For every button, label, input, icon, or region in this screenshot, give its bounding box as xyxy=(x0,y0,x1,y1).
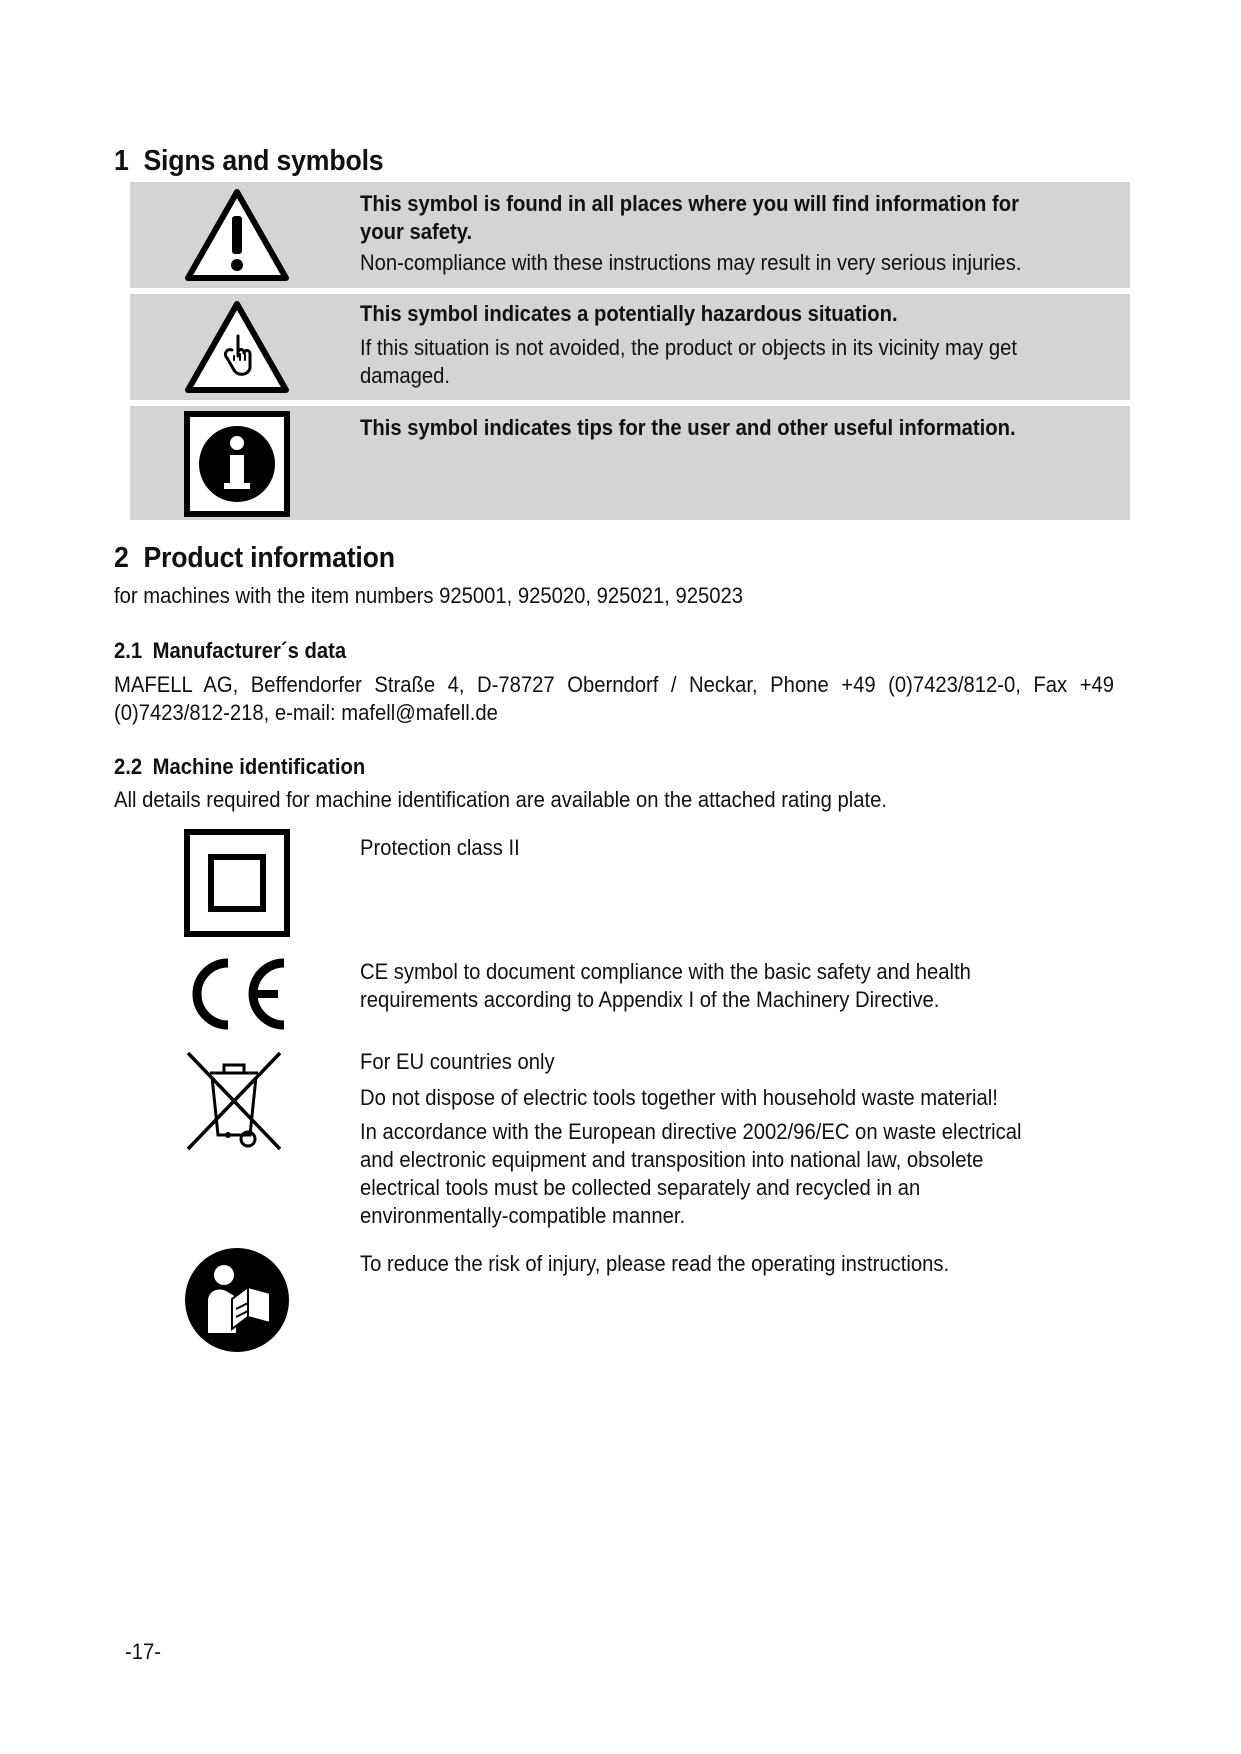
read-manual-text: To reduce the risk of injury, please read the operating instructions. xyxy=(360,1251,950,1276)
info-row-text xyxy=(360,414,1041,442)
section-2-heading xyxy=(114,542,395,575)
warning-exclamation-icon xyxy=(182,186,292,284)
hazard-row-bold: This symbol indicates a potentially hazardous situation. xyxy=(360,301,898,326)
section-1-number: 1 xyxy=(114,145,129,177)
product-intro: for machines with the item numbers 925001, 925020, 925021, 925023 xyxy=(114,583,743,608)
protection-class-text: Protection class II xyxy=(360,835,520,860)
subsection-2-2-title: Machine identification xyxy=(152,754,366,779)
safety-row-text xyxy=(360,190,1041,277)
weee-line-dispose: Do not dispose of electric tools together with household waste material! xyxy=(360,1085,998,1110)
machine-id-text: All details required for machine identification are available on the attached rating plate. xyxy=(114,787,887,812)
section-2-title: Product information xyxy=(143,542,395,574)
hazard-row-text xyxy=(360,300,1078,390)
info-row-bold: This symbol indicates tips for the user and other useful information. xyxy=(360,415,1016,440)
section-1-title: Signs and symbols xyxy=(143,145,384,177)
protection-class-ii-icon xyxy=(184,829,290,937)
warning-hand-icon xyxy=(182,298,292,396)
ce-text: CE symbol to document compliance with the basic safety and health requirements according to Appendix I of the Machinery Directive. xyxy=(360,959,971,1012)
subsection-2-1-heading xyxy=(114,638,346,664)
weee-line-directive: In accordance with the European directive 2002/96/EC on waste electrical and electronic equipment and transposition into national law, obsolete electrical tools must be collected separately and recycled in an environmentally-compatible manner. xyxy=(360,1119,1022,1228)
crossed-bin-icon xyxy=(184,1049,284,1153)
weee-line-eu: For EU countries only xyxy=(360,1049,555,1074)
subsection-2-1-number: 2.1 xyxy=(114,638,143,663)
weee-text xyxy=(360,1048,1059,1230)
info-icon xyxy=(184,411,290,517)
read-manual-icon xyxy=(184,1247,290,1353)
subsection-2-1-title: Manufacturer´s data xyxy=(152,638,347,663)
subsection-2-2-number: 2.2 xyxy=(114,754,143,779)
manufacturer-address: MAFELL AG, Beffendorfer Straße 4, D-78727 Oberndorf / Neckar, Phone +49 (0)7423/812-0, Fax +49 (0)7423/812-218, e-mail: mafell@mafell.de xyxy=(114,672,1115,725)
section-2-number: 2 xyxy=(114,542,129,574)
page-number: -17- xyxy=(125,1639,161,1664)
ce-mark-icon xyxy=(184,955,290,1033)
subsection-2-2-heading xyxy=(114,754,365,780)
section-1-heading xyxy=(114,145,383,178)
safety-row-plain: Non-compliance with these instructions may result in very serious injuries. xyxy=(360,250,1022,275)
hazard-row-plain: If this situation is not avoided, the product or objects in its vicinity may get damaged. xyxy=(360,335,1018,388)
safety-row-bold: This symbol is found in all places where you will find information for your safety. xyxy=(360,191,1020,244)
